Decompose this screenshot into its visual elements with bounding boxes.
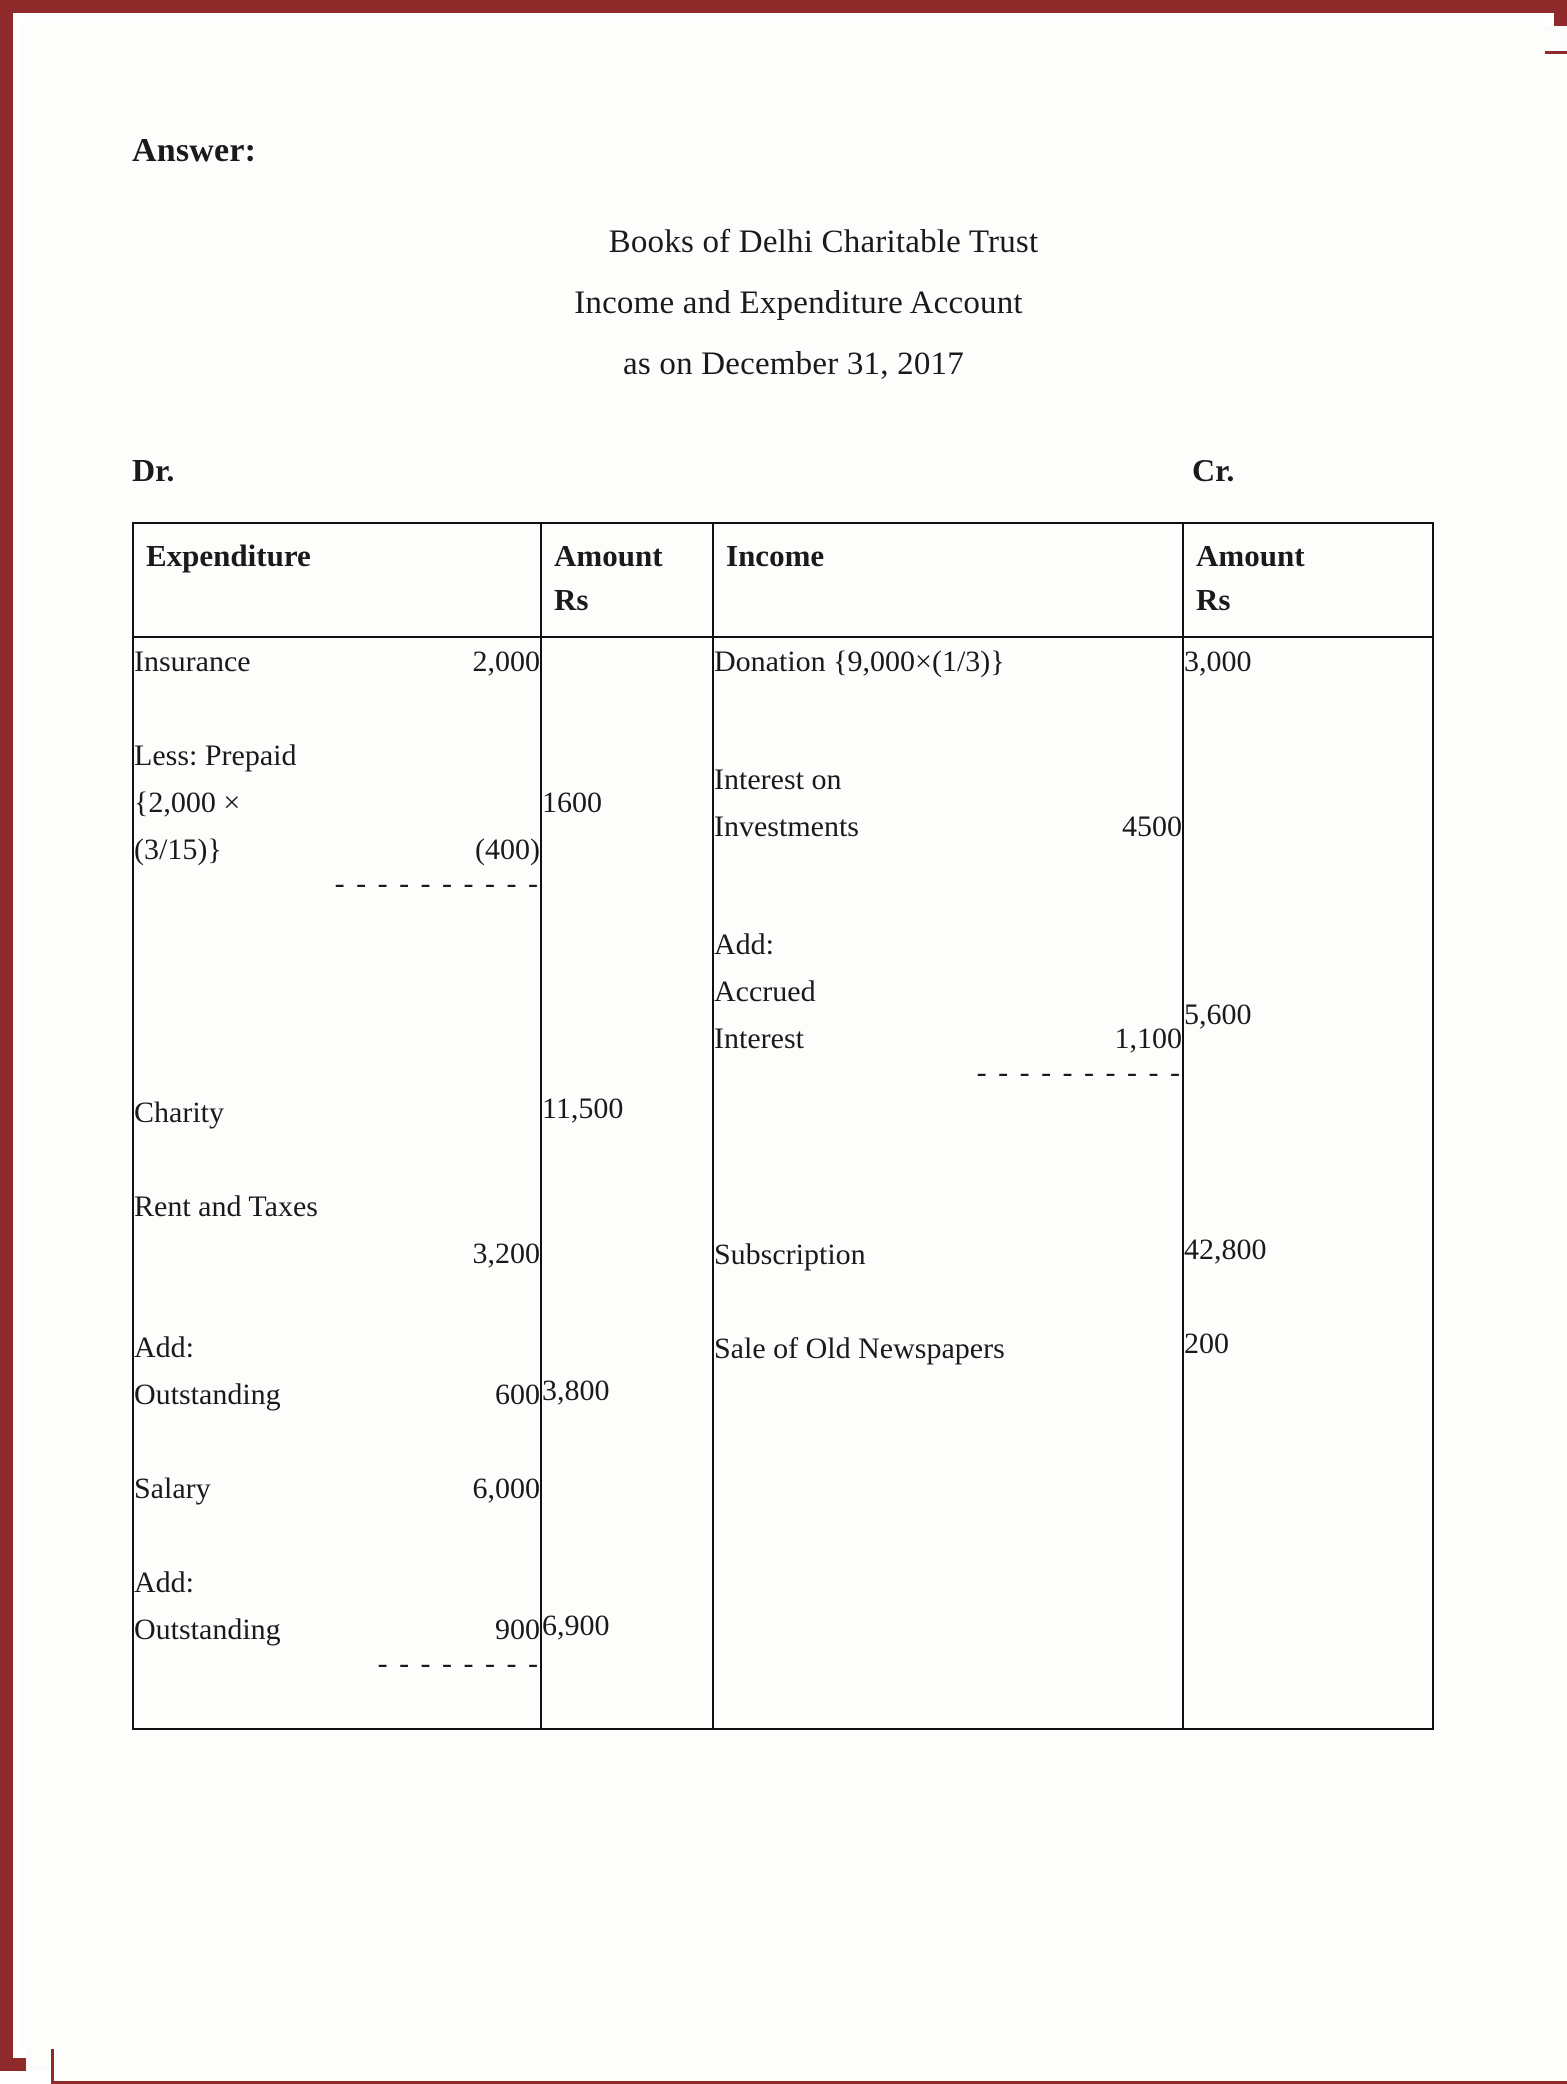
amt-left-gap-13 <box>542 1461 712 1508</box>
insurance-less-formula-line-1: {2,000 × <box>134 786 241 819</box>
amt-left-gap-1 <box>542 826 712 873</box>
amt-left-gap-10 <box>542 1273 712 1320</box>
gap-after-insurance-2 <box>134 948 540 995</box>
insurance-subtotal-rule-glyphs: - - - - - - - - - - <box>334 867 540 900</box>
rent-add-label: Add: <box>134 1331 194 1364</box>
gap-rent-add <box>134 1277 540 1324</box>
gap-after-charity <box>134 1136 540 1183</box>
salary-outstanding-amount: 900 <box>495 1613 540 1646</box>
expenditure-amount-cell <box>541 637 713 1729</box>
gap-interest-add-2 <box>714 897 1182 921</box>
title-line-account-name: Income and Expenditure Account <box>574 285 1023 321</box>
gap-interest-add-1 <box>714 850 1182 897</box>
amt-right-gap-12 <box>1184 1273 1432 1320</box>
rent-outstanding-label: Outstanding <box>134 1378 281 1411</box>
header-amount-left-label: Amount <box>554 538 663 573</box>
gap-after-donation-1 <box>714 685 1182 732</box>
insurance-less-formula-line-2: (3/15)} <box>134 833 222 866</box>
salary-amount: 6,000 <box>472 1472 540 1505</box>
insurance-less-amount: (400) <box>475 833 540 866</box>
table-body-row <box>133 637 1433 1729</box>
interest-add-label: Add: <box>714 928 774 961</box>
amt-left-gap-15 <box>542 1555 712 1602</box>
amt-right-gap-1 <box>1184 685 1432 732</box>
salary-total-amount: 6,900 <box>542 1609 610 1642</box>
subscription-total-amount: 42,800 <box>1184 1233 1267 1266</box>
header-unit-left: Rs <box>554 582 589 617</box>
gap-after-insurance-1 <box>134 901 540 948</box>
charity-total-amount: 11,500 <box>542 1092 624 1125</box>
amt-left-gap-8 <box>542 1179 712 1226</box>
donation-total-amount: 3,000 <box>1184 645 1252 678</box>
amt-left-gap-12 <box>542 1414 712 1461</box>
amt-left-pad-2 <box>542 685 712 732</box>
insurance-amount: 2,000 <box>472 645 540 678</box>
gap-after-rent <box>134 1418 540 1465</box>
insurance-less-label: Less: Prepaid <box>134 739 297 772</box>
amt-right-gap-11 <box>1184 1179 1432 1226</box>
header-amount-right <box>1183 523 1433 637</box>
rent-outstanding-amount: 600 <box>495 1378 540 1411</box>
gap-after-interest-3 <box>714 1184 1182 1231</box>
amt-left-gap-5 <box>542 1014 712 1061</box>
interest-label-line-2: Investments <box>714 810 859 843</box>
amt-right-gap-5 <box>1184 873 1432 920</box>
income-amount-cell <box>1183 637 1433 1729</box>
amt-left-gap-11 <box>542 1320 712 1367</box>
insurance-total-amount: 1600 <box>542 786 602 819</box>
income-particulars-cell <box>713 637 1183 1729</box>
rent-outstanding-line <box>134 1371 540 1418</box>
title-line-date: as on December 31, 2017 <box>623 346 964 382</box>
sale-of-old-newspapers-total-amount: 200 <box>1184 1327 1229 1360</box>
debit-credit-labels <box>132 452 1432 489</box>
header-amount-left <box>541 523 713 637</box>
insurance-label: Insurance <box>134 645 251 678</box>
salary-line <box>134 1465 540 1512</box>
interest-accrued-amount: 1,100 <box>1114 1022 1182 1055</box>
answer-label: Answer: <box>132 132 257 169</box>
charity-label: Charity <box>134 1096 224 1129</box>
insurance-less-line <box>134 826 540 873</box>
interest-label-line-2-row <box>714 803 1182 850</box>
gap-after-interest-1 <box>714 1090 1182 1137</box>
header-unit-right: Rs <box>1196 582 1231 617</box>
gap-after-insurance-4 <box>134 1042 540 1089</box>
salary-outstanding-line <box>134 1606 540 1653</box>
gap-bottom-left <box>134 1681 540 1728</box>
interest-accrued-sub-label: Interest <box>714 1022 804 1055</box>
amt-left-gap-14 <box>542 1508 712 1555</box>
insurance-gap <box>134 685 540 732</box>
interest-sub-amount: 4500 <box>1122 810 1182 843</box>
rent-and-taxes-total-amount: 3,800 <box>542 1374 610 1407</box>
expenditure-particulars-cell <box>133 637 541 1729</box>
gap-after-insurance-3 <box>134 995 540 1042</box>
salary-add-label: Add: <box>134 1566 194 1599</box>
donation-label: Donation {9,000×(1/3)} <box>714 645 1005 678</box>
interest-label-line-1: Interest on <box>714 763 842 796</box>
amt-left-pad-1 <box>542 638 712 685</box>
income-and-expenditure-table <box>132 522 1434 1730</box>
income-item-interest-on-investments <box>714 756 1182 1090</box>
interest-accrued-label: Accrued <box>714 975 816 1008</box>
amt-right-gap-10 <box>1184 1132 1432 1179</box>
amt-left-gap-7 <box>542 1132 712 1179</box>
amt-right-gap-3 <box>1184 779 1432 826</box>
rent-and-taxes-label: Rent and Taxes <box>134 1190 318 1223</box>
salary-subtotal-rule-glyphs: - - - - - - - - <box>377 1647 540 1680</box>
insurance-line <box>134 638 540 685</box>
document-title-block <box>22 212 1545 395</box>
expenditure-item-rent-and-taxes <box>134 1183 540 1418</box>
subscription-label: Subscription <box>714 1238 866 1271</box>
amt-right-gap-8 <box>1184 1038 1432 1085</box>
amt-left-gap-9 <box>542 1226 712 1273</box>
amt-left-gap-6 <box>542 1061 712 1085</box>
table-header-row <box>133 523 1433 637</box>
header-expenditure <box>133 523 541 637</box>
header-income <box>713 523 1183 637</box>
credit-label: Cr. <box>1192 452 1235 488</box>
amt-left-gap-2 <box>542 873 712 920</box>
amt-right-gap-6 <box>1184 920 1432 967</box>
gap-salary-add <box>134 1512 540 1559</box>
salary-label: Salary <box>134 1472 211 1505</box>
interest-accrued-line <box>714 1015 1182 1062</box>
gap-after-interest-2 <box>714 1137 1182 1184</box>
amt-right-gap-4 <box>1184 826 1432 873</box>
expenditure-item-salary <box>134 1465 540 1681</box>
rent-and-taxes-amount: 3,200 <box>472 1237 540 1270</box>
header-amount-right-label: Amount <box>1196 538 1305 573</box>
amt-left-gap-3 <box>542 920 712 967</box>
interest-total-amount: 5,600 <box>1184 998 1252 1031</box>
title-line-books-of: Books of Delhi Charitable Trust <box>608 224 1039 260</box>
sale-of-old-newspapers-label: Sale of Old Newspapers <box>714 1332 1005 1365</box>
salary-outstanding-label: Outstanding <box>134 1613 281 1646</box>
amt-left-pad-3 <box>542 732 712 779</box>
header-expenditure-label: Expenditure <box>146 538 311 573</box>
expenditure-item-insurance <box>134 638 540 901</box>
interest-subtotal-rule-glyphs: - - - - - - - - - - <box>976 1056 1182 1089</box>
header-income-label: Income <box>726 538 825 573</box>
gap-after-donation-2 <box>714 732 1182 756</box>
debit-label: Dr. <box>132 452 175 488</box>
amt-left-gap-4 <box>542 967 712 1014</box>
gap-after-subscription <box>714 1278 1182 1325</box>
document-sheet <box>22 22 1545 2049</box>
amt-right-gap-2 <box>1184 732 1432 779</box>
amt-right-gap-9 <box>1184 1085 1432 1132</box>
amt-right-gap-7 <box>1184 967 1432 991</box>
